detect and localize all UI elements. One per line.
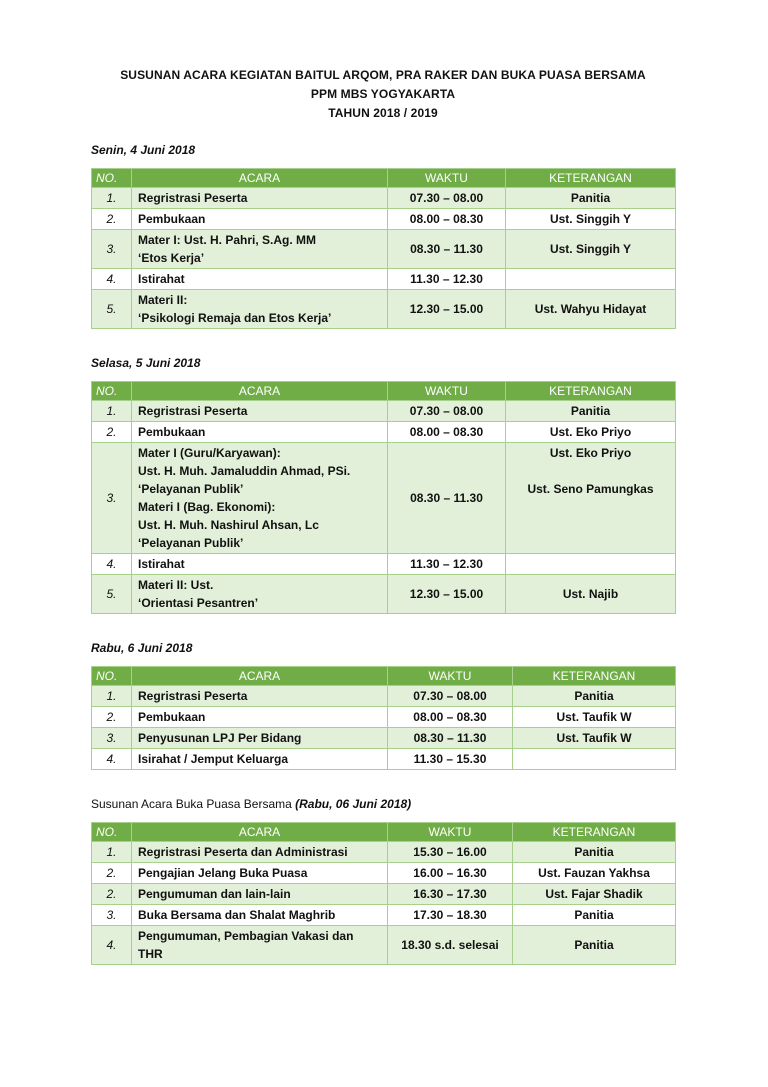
acara-line: Ust. H. Muh. Nashirul Ahsan, Lc (138, 518, 319, 532)
row-keterangan (506, 554, 676, 575)
row-waktu: 07.30 – 08.00 (388, 188, 506, 209)
table-row (92, 863, 676, 884)
keterangan-spacer (512, 462, 669, 480)
row-acara (132, 905, 388, 926)
row-keterangan (513, 749, 676, 770)
acara-line: Pembukaan (138, 212, 206, 226)
row-keterangan: Ust. Fajar Shadik (513, 884, 676, 905)
row-waktu: 16.30 – 17.30 (388, 884, 513, 905)
table-row (92, 728, 676, 749)
header-acara: ACARA (132, 667, 388, 686)
row-acara (132, 443, 388, 554)
header-keterangan: KETERANGAN (506, 382, 676, 401)
row-waktu: 08.00 – 08.30 (388, 422, 506, 443)
row-keterangan: Ust. Taufik W (513, 728, 676, 749)
table-row (92, 188, 676, 209)
header-waktu: WAKTU (388, 382, 506, 401)
acara-line: Pengumuman, Pembagian Vakasi dan (138, 929, 354, 943)
title-line-2: PPM MBS YOGYAKARTA (310, 87, 456, 101)
row-acara (132, 554, 388, 575)
row-number: 2. (92, 209, 132, 230)
acara-line: ‘Etos Kerja’ (138, 251, 205, 265)
acara-line: Mater I (Guru/Karyawan): (138, 446, 281, 460)
acara-line: Regristrasi Peserta (138, 191, 248, 205)
row-waktu: 08.00 – 08.30 (388, 707, 513, 728)
acara-line: Regristrasi Peserta (138, 404, 248, 418)
row-waktu: 08.30 – 11.30 (388, 443, 506, 554)
header-acara: ACARA (132, 169, 388, 188)
row-waktu: 07.30 – 08.00 (388, 401, 506, 422)
row-waktu: 11.30 – 12.30 (388, 554, 506, 575)
day-3-heading: Rabu, 6 Juni 2018 (91, 641, 193, 655)
row-acara (132, 401, 388, 422)
header-waktu: WAKTU (388, 169, 506, 188)
acara-line: ‘Orientasi Pesantren’ (138, 596, 259, 610)
row-number: 3. (92, 230, 132, 269)
table-row (92, 443, 676, 554)
header-acara: ACARA (132, 382, 388, 401)
row-number: 3. (92, 728, 132, 749)
header-no: NO. (92, 169, 132, 188)
row-acara (132, 209, 388, 230)
row-waktu: 17.30 – 18.30 (388, 905, 513, 926)
day-4-table (91, 822, 676, 965)
row-number: 2. (92, 422, 132, 443)
document-title (91, 66, 675, 123)
acara-line: Pengajian Jelang Buka Puasa (138, 866, 308, 880)
row-waktu: 15.30 – 16.00 (388, 842, 513, 863)
title-line-1: SUSUNAN ACARA KEGIATAN BAITUL ARQOM, PRA RAKER DAN BUKA PUASA BERSAMA (120, 68, 646, 82)
row-keterangan: Ust. Singgih Y (506, 209, 676, 230)
row-keterangan: Ust. Eko Priyo (506, 422, 676, 443)
table-row (92, 401, 676, 422)
header-keterangan: KETERANGAN (513, 823, 676, 842)
day-1-table (91, 168, 676, 329)
acara-line: Materi II: (138, 293, 188, 307)
row-waktu: 08.00 – 08.30 (388, 209, 506, 230)
row-keterangan: Ust. Wahyu Hidayat (506, 290, 676, 329)
table-row (92, 554, 676, 575)
row-number: 2. (92, 884, 132, 905)
row-acara (132, 863, 388, 884)
table-row (92, 209, 676, 230)
table-row (92, 686, 676, 707)
row-keterangan: Panitia (506, 401, 676, 422)
row-keterangan: Ust. Fauzan Yakhsa (513, 863, 676, 884)
acara-line: Materi II: Ust. (138, 578, 214, 592)
row-waktu: 07.30 – 08.00 (388, 686, 513, 707)
acara-line: Regristrasi Peserta dan Administrasi (138, 845, 348, 859)
table-header-row (92, 169, 676, 188)
row-keterangan: Panitia (513, 842, 676, 863)
row-keterangan: Panitia (513, 686, 676, 707)
table-row (92, 422, 676, 443)
acara-line: ‘Pelayanan Publik’ (138, 482, 244, 496)
acara-line: Istirahat (138, 557, 185, 571)
day-2-heading: Selasa, 5 Juni 2018 (91, 356, 201, 370)
table-header-row (92, 667, 676, 686)
acara-line: Istirahat (138, 272, 185, 286)
row-number: 4. (92, 269, 132, 290)
row-acara (132, 926, 388, 965)
table-row (92, 926, 676, 965)
row-number: 1. (92, 188, 132, 209)
header-waktu: WAKTU (388, 667, 513, 686)
header-no: NO. (92, 382, 132, 401)
row-waktu: 08.30 – 11.30 (388, 230, 506, 269)
acara-line: Mater I: Ust. H. Pahri, S.Ag. MM (138, 233, 317, 247)
row-keterangan: Panitia (513, 926, 676, 965)
row-waktu: 08.30 – 11.30 (388, 728, 513, 749)
header-keterangan: KETERANGAN (513, 667, 676, 686)
row-number: 4. (92, 554, 132, 575)
table-row (92, 575, 676, 614)
row-waktu: 11.30 – 12.30 (388, 269, 506, 290)
day-1-body (92, 188, 676, 329)
day-4-body (92, 842, 676, 965)
keterangan-line: Ust. Seno Pamungkas (527, 482, 654, 496)
row-acara (132, 422, 388, 443)
acara-line: Penyusunan LPJ Per Bidang (138, 731, 302, 745)
acara-line: ‘Psikologi Remaja dan Etos Kerja’ (138, 311, 332, 325)
acara-line: Materi I (Bag. Ekonomi): (138, 500, 276, 514)
row-acara (132, 842, 388, 863)
table-row (92, 269, 676, 290)
acara-line: THR (138, 947, 163, 961)
row-number: 2. (92, 707, 132, 728)
row-waktu: 11.30 – 15.30 (388, 749, 513, 770)
row-keterangan (506, 443, 676, 554)
acara-line: Pembukaan (138, 425, 206, 439)
day-4-heading-date: (Rabu, 06 Juni 2018) (295, 797, 412, 811)
day-3-table (91, 666, 676, 770)
row-acara (132, 686, 388, 707)
acara-line: Pembukaan (138, 710, 206, 724)
row-number: 5. (92, 575, 132, 614)
row-number: 4. (92, 749, 132, 770)
row-acara (132, 749, 388, 770)
day-2-table (91, 381, 676, 614)
acara-line: ‘Pelayanan Publik’ (138, 536, 244, 550)
row-acara (132, 575, 388, 614)
row-acara (132, 188, 388, 209)
acara-line: Regristrasi Peserta (138, 689, 248, 703)
row-number: 4. (92, 926, 132, 965)
row-waktu: 16.00 – 16.30 (388, 863, 513, 884)
table-header-row (92, 382, 676, 401)
table-row (92, 884, 676, 905)
row-number: 2. (92, 863, 132, 884)
table-row (92, 749, 676, 770)
row-number: 5. (92, 290, 132, 329)
acara-line: Ust. H. Muh. Jamaluddin Ahmad, PSi. (138, 464, 351, 478)
title-line-3: TAHUN 2018 / 2019 (328, 106, 438, 120)
header-no: NO. (92, 667, 132, 686)
row-waktu: 12.30 – 15.00 (388, 290, 506, 329)
row-acara (132, 707, 388, 728)
keterangan-line: Ust. Eko Priyo (549, 446, 632, 460)
row-keterangan: Ust. Singgih Y (506, 230, 676, 269)
day-2-body (92, 401, 676, 614)
row-number: 3. (92, 905, 132, 926)
table-row (92, 230, 676, 269)
row-number: 1. (92, 842, 132, 863)
table-row (92, 290, 676, 329)
row-acara (132, 290, 388, 329)
header-no: NO. (92, 823, 132, 842)
row-number: 1. (92, 401, 132, 422)
row-number: 3. (92, 443, 132, 554)
table-row (92, 707, 676, 728)
row-waktu: 18.30 s.d. selesai (388, 926, 513, 965)
row-keterangan: Panitia (506, 188, 676, 209)
row-number: 1. (92, 686, 132, 707)
acara-line: Buka Bersama dan Shalat Maghrib (138, 908, 336, 922)
header-acara: ACARA (132, 823, 388, 842)
row-keterangan: Ust. Taufik W (513, 707, 676, 728)
header-waktu: WAKTU (388, 823, 513, 842)
table-row (92, 905, 676, 926)
table-row (92, 842, 676, 863)
row-keterangan (506, 269, 676, 290)
day-4-heading (91, 796, 675, 813)
document-page (91, 66, 675, 965)
row-acara (132, 884, 388, 905)
header-keterangan: KETERANGAN (506, 169, 676, 188)
acara-line: Pengumuman dan lain-lain (138, 887, 291, 901)
day-4-heading-plain: Susunan Acara Buka Puasa Bersama (91, 797, 296, 811)
row-acara (132, 230, 388, 269)
row-waktu: 12.30 – 15.00 (388, 575, 506, 614)
acara-line: Isirahat / Jemput Keluarga (138, 752, 289, 766)
row-acara (132, 269, 388, 290)
row-keterangan: Panitia (513, 905, 676, 926)
table-header-row (92, 823, 676, 842)
row-acara (132, 728, 388, 749)
day-3-body (92, 686, 676, 770)
day-1-heading: Senin, 4 Juni 2018 (91, 143, 196, 157)
row-keterangan: Ust. Najib (506, 575, 676, 614)
